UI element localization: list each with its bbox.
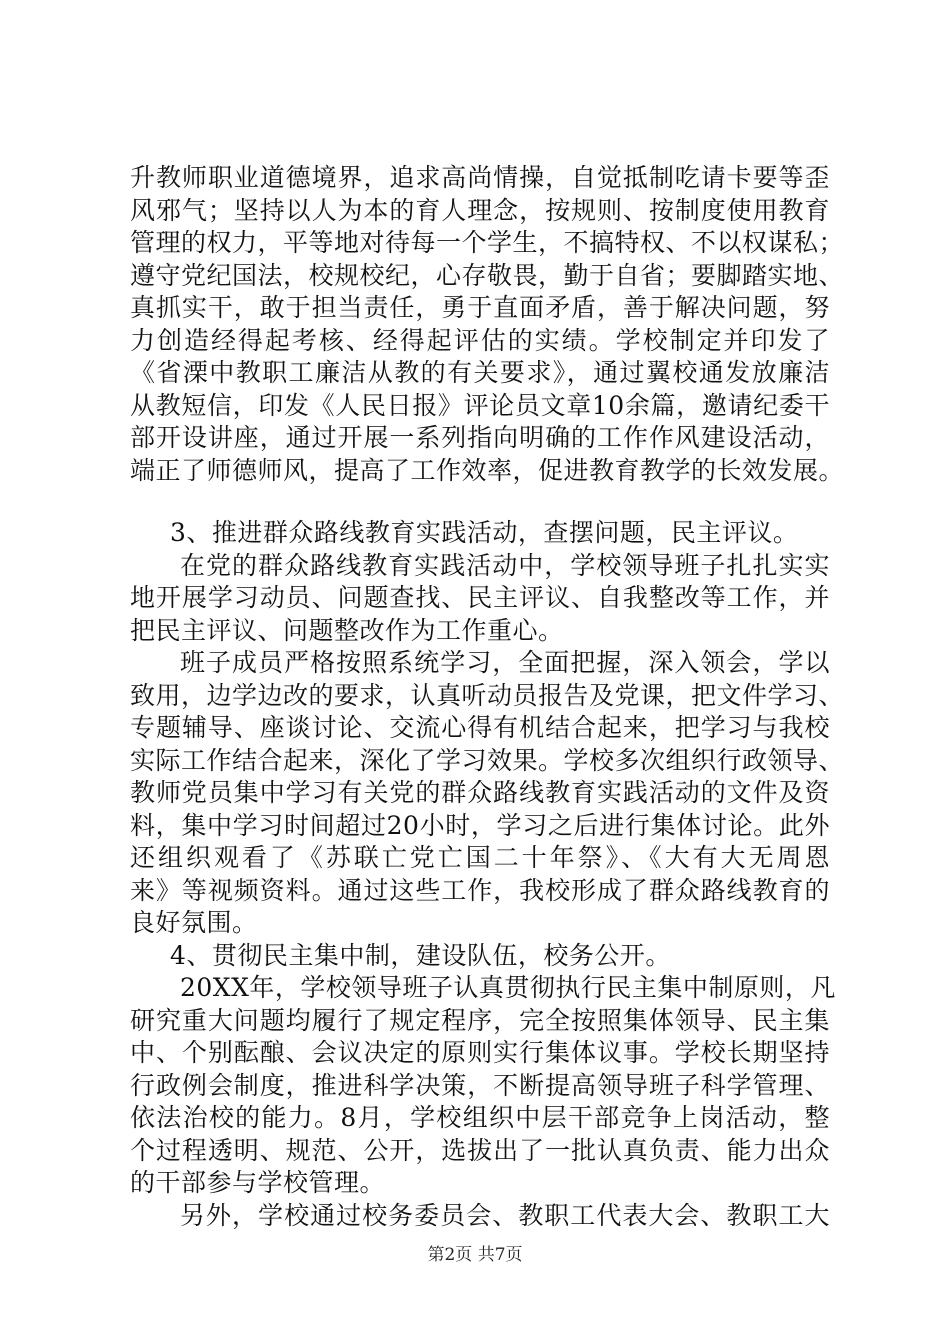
text-line: 良好氛围。 (130, 908, 258, 937)
text-line: 20XX年，学校领导班子认真贯彻执行民主集中制原则，凡 (180, 973, 836, 1002)
text-line: 把民主评议、问题整改作为工作重心。 (130, 615, 564, 645)
text-line: 另外，学校通过校务委员会、教职工代表大会、教职工大 (180, 1200, 830, 1230)
paragraph-gap (130, 487, 830, 517)
text-line: 依法治校的能力。8月，学校组织中层干部竞争上岗活动，整 (130, 1103, 830, 1132)
section-heading-4: 4、贯彻民主集中制，建设队伍，校务公开。 (170, 940, 671, 970)
text-line: 中、个别酝酿、会议决定的原则实行集体议事。学校长期坚持 (130, 1038, 830, 1067)
text-line: 实际工作结合起来，深化了学习效果。学校多次组织行政领导、 (130, 745, 845, 775)
text-line: 管理的权力，平等地对待每一个学生，不搞特权、不以权谋私； (130, 228, 845, 257)
text-line: 来》等视频资料。通过这些工作，我校形成了群众路线教育的 (130, 875, 830, 905)
document-body (130, 162, 845, 1232)
text-line: 还组织观看了《苏联亡党亡国二十年祭》、《大有大无周恩 (130, 843, 830, 872)
text-line: 力创造经得起考核、经得起评估的实绩。学校制定并印发了 (130, 325, 830, 355)
text-line: 行政例会制度，推进科学决策，不断提高领导班子科学管理、 (130, 1070, 830, 1100)
text-line: 料，集中学习时间超过20小时，学习之后进行集体讨论。此外 (130, 810, 830, 840)
text-line: 研究重大问题均履行了规定程序，完全按照集体领导、民主集 (130, 1005, 830, 1035)
text-line: 在党的群众路线教育实践活动中，学校领导班子扎扎实实 (180, 550, 830, 580)
text-line: 遵守党纪国法，校规校纪，心存敬畏，勤于自省；要脚踏实地、 (130, 260, 845, 290)
text-line: 端正了师德师风，提高了工作效率，促进教育教学的长效发展。 (130, 455, 845, 485)
section-heading-3: 3、推进群众路线教育实践活动，查摆问题，民主评议。 (170, 518, 799, 547)
text-line: 班子成员严格按照系统学习，全面把握，深入领会，学以 (180, 648, 830, 677)
text-line: 真抓实干，敢于担当责任，勇于直面矛盾，善于解决问题，努 (130, 293, 830, 322)
text-line: 教师党员集中学习有关党的群众路线教育实践活动的文件及资 (130, 778, 830, 807)
text-line: 部开设讲座，通过开展一系列指向明确的工作作风建设活动， (130, 423, 830, 452)
text-line: 从教短信，印发《人民日报》评论员文章10余篇，邀请纪委干 (130, 390, 830, 420)
text-line: 的干部参与学校管理。 (130, 1168, 386, 1197)
text-line: 升教师职业道德境界，追求高尚情操，自觉抵制吃请卡要等歪 (130, 163, 830, 192)
text-line: 致用，边学边改的要求，认真听动员报告及党课，把文件学习、 (130, 680, 845, 710)
text-line: 地开展学习动员、问题查找、民主评议、自我整改等工作，并 (130, 583, 830, 612)
text-line: 风邪气；坚持以人为本的育人理念，按规则、按制度使用教育 (130, 195, 830, 225)
text-line: 个过程透明、规范、公开，选拔出了一批认真负责、能力出众 (130, 1135, 830, 1165)
page-number-footer: 第2页 共7页 (427, 1245, 523, 1265)
text-line: 《省溧中教职工廉洁从教的有关要求》，通过翼校通发放廉洁 (130, 358, 830, 387)
text-line: 专题辅导、座谈讨论、交流心得有机结合起来，把学习与我校 (130, 713, 830, 742)
